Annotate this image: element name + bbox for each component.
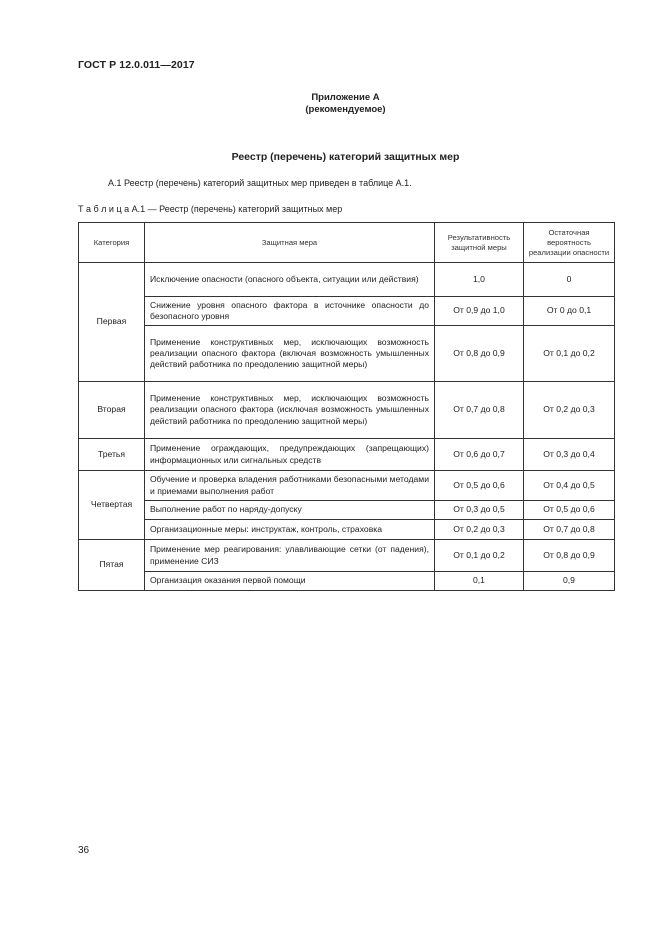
residual-probability-cell: От 0,1 до 0,2 <box>524 326 615 382</box>
annex-title: Приложение А <box>311 92 380 103</box>
effectiveness-cell: 1,0 <box>435 263 524 297</box>
category-cell: Вторая <box>79 382 145 439</box>
measure-cell: Исключение опасности (опасного объекта, ситуации или действия) <box>145 263 435 297</box>
residual-probability-cell: 0,9 <box>524 572 615 591</box>
residual-probability-cell: От 0,5 до 0,6 <box>524 501 615 520</box>
measure-cell: Применение конструктивных мер, исключающих возможность реализации опасного фактора (исключая возможность умышленных действий работника по преодолению защитной меры) <box>145 382 435 439</box>
effectiveness-cell: От 0,7 до 0,8 <box>435 382 524 439</box>
residual-probability-cell: От 0,4 до 0,5 <box>524 471 615 501</box>
table-row <box>79 326 615 382</box>
residual-probability-cell: От 0,8 до 0,9 <box>524 540 615 572</box>
column-header-residual-probability: Остаточная вероятность реализации опасности <box>524 223 615 263</box>
residual-probability-cell: От 0,2 до 0,3 <box>524 382 615 439</box>
effectiveness-cell: От 0,5 до 0,6 <box>435 471 524 501</box>
measure-cell: Выполнение работ по наряду-допуску <box>145 501 435 520</box>
category-cell: Третья <box>79 439 145 471</box>
table-row <box>79 382 615 439</box>
table-row <box>79 540 615 572</box>
residual-probability-cell: От 0 до 0,1 <box>524 297 615 326</box>
table-header-row <box>79 223 615 263</box>
effectiveness-cell: От 0,9 до 1,0 <box>435 297 524 326</box>
category-cell: Четвертая <box>79 471 145 540</box>
effectiveness-cell: От 0,3 до 0,5 <box>435 501 524 520</box>
measure-cell: Обучение и проверка владения работниками безопасными методами и приемами выполнения работ <box>145 471 435 501</box>
column-header-effectiveness: Результативность защитной меры <box>435 223 524 263</box>
measure-cell: Снижение уровня опасного фактора в источнике опасности до безопасного уровня <box>145 297 435 326</box>
column-header-category: Категория <box>79 223 145 263</box>
table-row <box>79 263 615 297</box>
table-row <box>79 572 615 591</box>
effectiveness-cell: От 0,2 до 0,3 <box>435 520 524 540</box>
table-row <box>79 520 615 540</box>
residual-probability-cell: 0 <box>524 263 615 297</box>
measure-cell: Применение конструктивных мер, исключающих возможность реализации опасного фактора (включая возможность умышленных действий работника по преодолению защитной меры) <box>145 326 435 382</box>
table-row <box>79 501 615 520</box>
effectiveness-cell: От 0,1 до 0,2 <box>435 540 524 572</box>
section-title: Реестр (перечень) категорий защитных мер <box>231 151 460 163</box>
table-row <box>79 471 615 501</box>
protective-measures-table <box>78 222 615 591</box>
effectiveness-cell: От 0,6 до 0,7 <box>435 439 524 471</box>
document-code: ГОСТ Р 12.0.011—2017 <box>78 59 195 71</box>
annex-status: (рекомендуемое) <box>305 104 386 115</box>
table-row <box>79 297 615 326</box>
effectiveness-cell: 0,1 <box>435 572 524 591</box>
measure-cell: Организация оказания первой помощи <box>145 572 435 591</box>
table-body <box>79 263 615 591</box>
measure-cell: Применение мер реагирования: улавливающие сетки (от падения), применение СИЗ <box>145 540 435 572</box>
measure-cell: Организационные меры: инструктаж, контроль, страховка <box>145 520 435 540</box>
page-number: 36 <box>78 845 90 856</box>
residual-probability-cell: От 0,3 до 0,4 <box>524 439 615 471</box>
effectiveness-cell: От 0,8 до 0,9 <box>435 326 524 382</box>
category-cell: Пятая <box>79 540 145 591</box>
category-cell: Первая <box>79 263 145 382</box>
column-header-measure: Защитная мера <box>145 223 435 263</box>
residual-probability-cell: От 0,7 до 0,8 <box>524 520 615 540</box>
intro-paragraph: А.1 Реестр (перечень) категорий защитных мер приведен в таблице А.1. <box>108 178 412 188</box>
measure-cell: Применение ограждающих, предупреждающих (запрещающих) информационных или сигнальных средств <box>145 439 435 471</box>
table-caption: Т а б л и ц а А.1 — Реестр (перечень) категорий защитных мер <box>78 204 343 214</box>
table-row <box>79 439 615 471</box>
